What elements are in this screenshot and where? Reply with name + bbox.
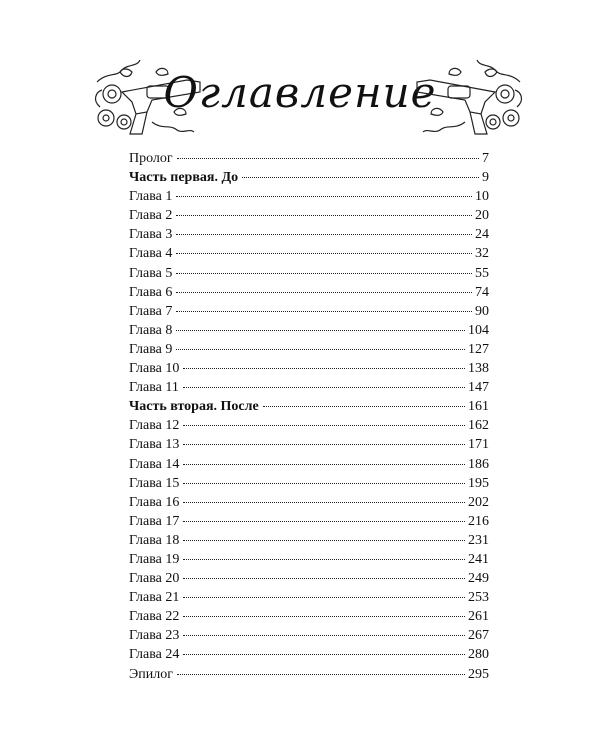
- toc-entry-label: Глава 3: [129, 227, 173, 243]
- toc-entry-page-number: 249: [468, 571, 489, 587]
- toc-entry-page-number: 90: [475, 303, 489, 319]
- toc-entry-label: Глава 19: [129, 551, 180, 567]
- toc-entry-page-number: 195: [468, 475, 489, 491]
- toc-entry: [129, 244, 489, 263]
- toc-entry: [129, 149, 489, 168]
- toc-entry-label: Глава 4: [129, 246, 173, 262]
- dot-leader: [183, 386, 465, 388]
- dot-leader: [183, 424, 465, 426]
- toc-entry-label: Часть вторая. После: [129, 399, 259, 415]
- dot-leader: [183, 463, 465, 465]
- toc-entry-label: Глава 18: [129, 532, 180, 548]
- dot-leader: [183, 367, 465, 369]
- toc-entry-label: Глава 21: [129, 590, 180, 606]
- toc-entry-page-number: 216: [468, 513, 489, 529]
- toc-entry: [129, 493, 489, 512]
- toc-entry-label: Глава 15: [129, 475, 180, 491]
- dot-leader: [183, 558, 465, 560]
- toc-entry-page-number: 9: [482, 170, 489, 186]
- toc-entry-label: Глава 20: [129, 571, 180, 587]
- toc-entry: [129, 588, 489, 607]
- toc-entry-page-number: 280: [468, 647, 489, 663]
- toc-entry: [129, 187, 489, 206]
- toc-entry-page-number: 147: [468, 380, 489, 396]
- toc-entry-page-number: 74: [475, 284, 489, 300]
- toc-entry: [129, 302, 489, 321]
- toc-entry-page-number: 161: [468, 399, 489, 415]
- toc-entry-page-number: 127: [468, 341, 489, 357]
- dot-leader: [176, 252, 472, 254]
- toc-entry-page-number: 162: [468, 418, 489, 434]
- toc-entry-page-number: 186: [468, 456, 489, 472]
- toc-entry-label: Глава 10: [129, 361, 180, 377]
- dot-leader: [176, 195, 472, 197]
- toc-entry-page-number: 295: [468, 666, 489, 682]
- toc-entry: [129, 416, 489, 435]
- toc-entry-page-number: 267: [468, 628, 489, 644]
- toc-entry: [129, 264, 489, 283]
- toc-entry: [129, 321, 489, 340]
- toc-entry-label: Глава 8: [129, 322, 173, 338]
- dot-leader: [176, 310, 472, 312]
- dot-leader: [183, 539, 465, 541]
- toc-entry-page-number: 55: [475, 265, 489, 281]
- dot-leader: [183, 634, 465, 636]
- toc-entry: [129, 455, 489, 474]
- toc-entry-label: Глава 1: [129, 189, 173, 205]
- page-title: Оглавление: [163, 68, 437, 117]
- toc-entry-page-number: 171: [468, 437, 489, 453]
- toc-entry: [129, 359, 489, 378]
- toc-entry: [129, 626, 489, 645]
- toc-entry-page-number: 20: [475, 208, 489, 224]
- toc-entry-label: Глава 17: [129, 513, 180, 529]
- toc-entry: [129, 225, 489, 244]
- dot-leader: [183, 653, 465, 655]
- toc-entry: [129, 569, 489, 588]
- toc-entry-page-number: 24: [475, 227, 489, 243]
- toc-entry-label: Пролог: [129, 151, 173, 166]
- toc-entry: [129, 531, 489, 550]
- toc-entry-label: Глава 14: [129, 456, 180, 472]
- toc-entry: [129, 550, 489, 569]
- dot-leader: [177, 673, 465, 675]
- toc-entry-label: Глава 12: [129, 418, 180, 434]
- toc-entry: [129, 283, 489, 302]
- revolver-floral-ornament-right: [410, 52, 525, 137]
- toc-entry-label: Глава 2: [129, 208, 173, 224]
- page-header: [0, 44, 600, 144]
- toc-entry-page-number: 7: [482, 151, 489, 166]
- toc-entry-label: Глава 9: [129, 341, 173, 357]
- dot-leader: [183, 482, 465, 484]
- dot-leader: [176, 233, 472, 235]
- toc-entry-label: Глава 13: [129, 437, 180, 453]
- dot-leader: [183, 577, 465, 579]
- dot-leader: [183, 520, 465, 522]
- dot-leader: [177, 157, 479, 159]
- dot-leader: [183, 615, 465, 617]
- toc-entry-label: Глава 11: [129, 380, 179, 396]
- toc-entry-label: Глава 22: [129, 609, 180, 625]
- toc-entry: [129, 474, 489, 493]
- toc-entry: [129, 645, 489, 664]
- toc-entry-label: Глава 16: [129, 494, 180, 510]
- dot-leader: [176, 291, 472, 293]
- toc-entry-label: Эпилог: [129, 666, 173, 682]
- toc-entry-label: Глава 7: [129, 303, 173, 319]
- toc-part-heading: [129, 397, 489, 416]
- toc-entry: [129, 607, 489, 626]
- dot-leader: [242, 176, 479, 178]
- dot-leader: [176, 214, 472, 216]
- toc-entry-page-number: 261: [468, 609, 489, 625]
- table-of-contents: [129, 149, 489, 684]
- toc-entry-label: Глава 5: [129, 265, 173, 281]
- dot-leader: [176, 348, 465, 350]
- dot-leader: [183, 501, 465, 503]
- toc-entry-page-number: 32: [475, 246, 489, 262]
- dot-leader: [263, 405, 465, 407]
- toc-entry-page-number: 104: [468, 322, 489, 338]
- toc-entry: [129, 512, 489, 531]
- toc-entry-label: Глава 6: [129, 284, 173, 300]
- toc-entry-page-number: 138: [468, 361, 489, 377]
- toc-entry-label: Глава 24: [129, 647, 180, 663]
- toc-part-heading: [129, 168, 489, 187]
- dot-leader: [183, 443, 465, 445]
- toc-entry-label: Часть первая. До: [129, 170, 239, 186]
- dot-leader: [183, 596, 465, 598]
- toc-entry: [129, 340, 489, 359]
- dot-leader: [176, 329, 465, 331]
- toc-entry-label: Глава 23: [129, 628, 180, 644]
- toc-entry-page-number: 10: [475, 189, 489, 205]
- toc-entry-page-number: 253: [468, 590, 489, 606]
- toc-entry-page-number: 231: [468, 532, 489, 548]
- toc-entry-page-number: 202: [468, 494, 489, 510]
- toc-entry-page-number: 241: [468, 551, 489, 567]
- toc-entry: [129, 435, 489, 454]
- toc-entry: [129, 206, 489, 225]
- toc-entry: [129, 665, 489, 684]
- dot-leader: [176, 272, 472, 274]
- toc-entry: [129, 378, 489, 397]
